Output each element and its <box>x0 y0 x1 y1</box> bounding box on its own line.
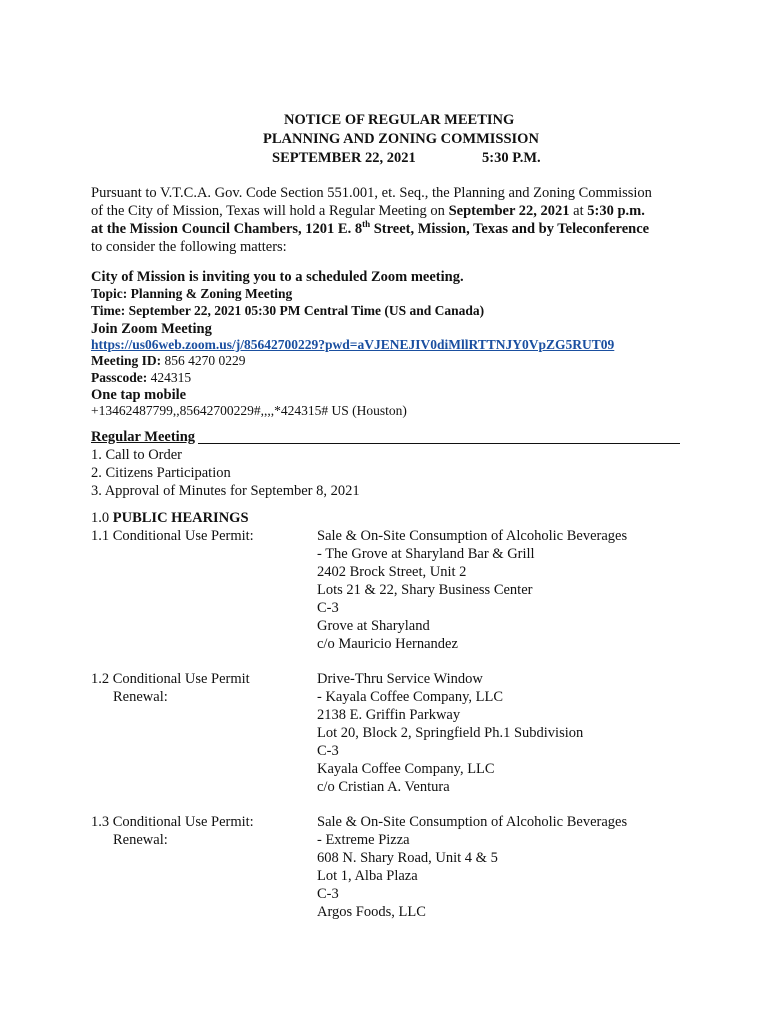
entry-detail: Grove at Sharyland <box>317 618 430 634</box>
agenda-item-3: 3. Approval of Minutes for September 8, 2021 <box>91 483 360 499</box>
passcode-value: 424315 <box>147 370 192 385</box>
intro-line-2 <box>91 202 645 220</box>
one-tap-number: +13462487799,,85642700229#,,,,*424315# US (Houston) <box>91 403 407 418</box>
entry-detail: Kayala Coffee Company, LLC <box>317 761 495 777</box>
entry-detail: Drive-Thru Service Window <box>317 671 483 687</box>
join-zoom-label: Join Zoom Meeting <box>91 321 212 337</box>
entry-detail: C-3 <box>317 886 339 902</box>
entry-label-continued: Renewal: <box>113 689 168 705</box>
notice-date: SEPTEMBER 22, 2021 <box>272 150 416 166</box>
heading-rule <box>198 443 680 444</box>
entry-detail: 608 N. Shary Road, Unit 4 & 5 <box>317 850 498 866</box>
zoom-topic: Topic: Planning & Zoning Meeting <box>91 286 293 301</box>
entry-detail: Lot 20, Block 2, Springfield Ph.1 Subdivision <box>317 725 584 741</box>
intro-line-4: to consider the following matters: <box>91 239 287 255</box>
zoom-time: Time: September 22, 2021 05:30 PM Central Time (US and Canada) <box>91 303 485 318</box>
intro-line-1: Pursuant to V.T.C.A. Gov. Code Section 551.001, et. Seq., the Planning and Zoning Commission <box>91 185 652 201</box>
ordinal-superscript: th <box>362 219 371 230</box>
entry-detail: C-3 <box>317 600 339 616</box>
intro-line-3 <box>91 220 649 238</box>
entry-detail: Sale & On-Site Consumption of Alcoholic Beverages <box>317 528 628 544</box>
entry-detail: C-3 <box>317 743 339 759</box>
location-text-end: Street, Mission, Texas and by Teleconference <box>370 221 650 237</box>
notice-title: NOTICE OF REGULAR MEETING <box>284 112 515 128</box>
entry-label: 1.2 Conditional Use Permit <box>91 671 250 687</box>
agenda-item-1: 1. Call to Order <box>91 447 183 463</box>
zoom-meeting-link[interactable]: https://us06web.zoom.us/j/85642700229?pwd=aVJENEJIV0diMllRTTNJY0VpZG5RUT09 <box>91 337 615 352</box>
meeting-id-line <box>91 353 245 370</box>
entry-label: 1.1 Conditional Use Permit: <box>91 528 254 544</box>
meeting-time-bold: 5:30 p.m. <box>587 203 645 219</box>
meeting-id-value: 856 4270 0229 <box>161 353 246 368</box>
public-hearings-heading <box>91 509 249 527</box>
entry-detail: c/o Cristian A. Ventura <box>317 779 450 795</box>
intro-line-2-text: of the City of Mission, Texas will hold a Regular Meeting on <box>91 203 449 219</box>
entry-detail: Lots 21 & 22, Shary Business Center <box>317 582 533 598</box>
entry-detail: Sale & On-Site Consumption of Alcoholic Beverages <box>317 814 628 830</box>
passcode-line <box>91 370 191 387</box>
entry-detail: 2402 Brock Street, Unit 2 <box>317 564 467 580</box>
entry-detail: - Kayala Coffee Company, LLC <box>317 689 504 705</box>
entry-detail: - Extreme Pizza <box>317 832 410 848</box>
entry-detail: Argos Foods, LLC <box>317 904 426 920</box>
section-title: PUBLIC HEARINGS <box>112 510 249 526</box>
notice-time: 5:30 P.M. <box>482 150 541 166</box>
zoom-invite: City of Mission is inviting you to a scheduled Zoom meeting. <box>91 269 464 285</box>
entry-detail: Lot 1, Alba Plaza <box>317 868 418 884</box>
location-text: at the Mission Council Chambers, 1201 E. 8 <box>91 221 363 237</box>
entry-label-continued: Renewal: <box>113 832 168 848</box>
meeting-id-label: Meeting ID: <box>91 353 162 368</box>
entry-detail: c/o Mauricio Hernandez <box>317 636 458 652</box>
one-tap-label: One tap mobile <box>91 387 187 403</box>
intro-at: at <box>569 203 588 219</box>
meeting-date-bold: September 22, 2021 <box>448 203 570 219</box>
entry-detail: 2138 E. Griffin Parkway <box>317 707 461 723</box>
agenda-item-2: 2. Citizens Participation <box>91 465 231 481</box>
entry-detail: - The Grove at Sharyland Bar & Grill <box>317 546 535 562</box>
notice-subtitle: PLANNING AND ZONING COMMISSION <box>263 131 539 147</box>
regular-meeting-heading: Regular Meeting <box>91 429 196 445</box>
section-number: 1.0 <box>91 510 113 526</box>
entry-label: 1.3 Conditional Use Permit: <box>91 814 254 830</box>
passcode-label: Passcode: <box>91 370 148 385</box>
